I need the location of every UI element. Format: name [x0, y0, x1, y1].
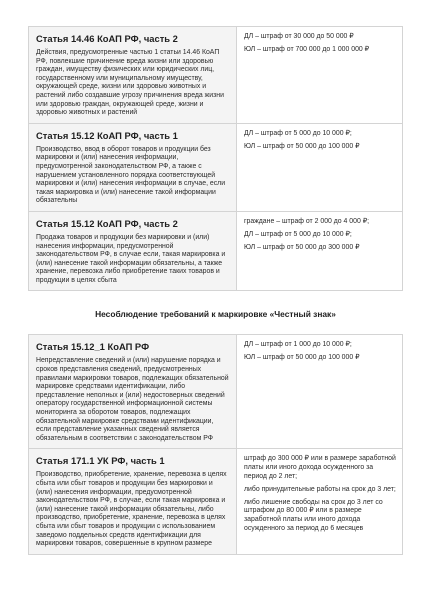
- penalties-table-chestny-znak: [28, 334, 403, 554]
- table-row: [29, 449, 403, 554]
- penalty-item: ДЛ – штраф от 5 000 до 10 000 ₽;: [244, 230, 352, 238]
- penalty-item: ЮЛ – штраф от 700 000 до 1 000 000 ₽: [244, 45, 370, 53]
- article-description: Производство, приобретение, хранение, перевозка в целях сбыта или сбыт товаров и продукции без маркировки и (или) нанесения информации, предусмотренной законодательством РФ, в случае, если такая маркировка и (или) нанесение такой информации обязательны, либо производство, приобретение, хранение, перевозка в целях сбыта или сбыт товаров и продукции с использованием заведомо поддельных средств идентификации для маркировки товаров, совершенные в крупном размере: [36, 471, 227, 548]
- penalty-cell: [237, 211, 403, 291]
- article-title: Статья 15.12 КоАП РФ, часть 1: [36, 129, 178, 141]
- table-row: [29, 123, 403, 211]
- penalty-cell: [237, 335, 403, 449]
- document-page: [28, 26, 403, 555]
- article-description: Непредставление сведений и (или) нарушение порядка и сроков представления сведений, предусмотренных правилами маркировки товаров, подлежащих обязательной маркировке средствами идентификации, либо представление неполных и (или) недостоверных сведений оператору государственной информационной системы мониторинга за оборотом товаров, подлежащих обязательной маркировке средствами идентификации, если представление указанных сведений является обязательным в соответствии с законодательством РФ: [36, 357, 229, 442]
- article-cell: [29, 449, 237, 554]
- penalty-item: либо принудительные работы на срок до 3 лет;: [244, 485, 396, 493]
- penalty-item: либо лишение свободы на срок до 3 лет со штрафом до 80 000 ₽ или в размере заработной платы или иного дохода осужденного за период до 6 месяцев: [244, 498, 383, 532]
- penalty-cell: [237, 27, 403, 124]
- table-row: [29, 335, 403, 449]
- article-title: Статья 171.1 УК РФ, часть 1: [36, 455, 165, 467]
- penalty-item: ЮЛ – штраф от 50 000 до 100 000 ₽: [244, 354, 360, 362]
- article-cell: [29, 27, 237, 124]
- table-row: [29, 211, 403, 291]
- article-cell: [29, 123, 237, 211]
- article-cell: [29, 211, 237, 291]
- table-row: [29, 27, 403, 124]
- article-title: Статья 15.12_1 КоАП РФ: [36, 341, 150, 353]
- penalty-item: ЮЛ – штраф от 50 000 до 100 000 ₽: [244, 142, 360, 150]
- article-description: Действия, предусмотренные частью 1 статьи 14.46 КоАП РФ, повлекшие причинение вреда жизни или здоровью граждан, имуществу физических или юридических лиц, государственному или муниципальному имуществу, окружающей среде, жизни или здоровью животных и растений либо создавшие угрозу причинения вреда жизни или здоровью граждан, окружающей среде, жизни и здоровью животных и растений: [36, 49, 224, 117]
- article-description: Производство, ввод в оборот товаров и продукции без маркировки и (или) нанесения информации, предусмотренной законодательством РФ, а также с нарушением установленного порядка соответствующей маркировки и (или) нанесения информации в случае, если такая маркировка и (или) нанесение такой информации обязательны: [36, 145, 226, 205]
- article-description: Продажа товаров и продукции без маркировки и (или) нанесения информации, предусмотренной законодательством РФ, в случае если, такая маркировка и (или) нанесение такой информации обязательны, а также хранение, перевозка либо приобретение таких товаров и продукции в целях сбыта: [36, 233, 226, 284]
- penalties-table-labeling: [28, 26, 403, 291]
- penalty-cell: [237, 123, 403, 211]
- penalty-item: ЮЛ – штраф от 50 000 до 300 000 ₽: [244, 243, 360, 251]
- penalty-cell: [237, 449, 403, 554]
- section-heading: Несоблюдение требований к маркировке «Честный знак»: [95, 309, 336, 320]
- article-title: Статья 15.12 КоАП РФ, часть 2: [36, 217, 178, 229]
- article-cell: [29, 335, 237, 449]
- penalty-item: штраф до 300 000 ₽ или в размере заработной платы или иного дохода осужденного за период до 2 лет;: [244, 455, 396, 480]
- penalty-item: ДЛ – штраф от 1 000 до 10 000 ₽;: [244, 341, 352, 349]
- penalty-item: ДЛ – штраф от 5 000 до 10 000 ₽;: [244, 129, 352, 137]
- article-title: Статья 14.46 КоАП РФ, часть 2: [36, 33, 178, 44]
- penalty-item: граждане – штраф от 2 000 до 4 000 ₽;: [244, 217, 370, 225]
- penalty-item: ДЛ – штраф от 30 000 до 50 000 ₽: [244, 33, 354, 40]
